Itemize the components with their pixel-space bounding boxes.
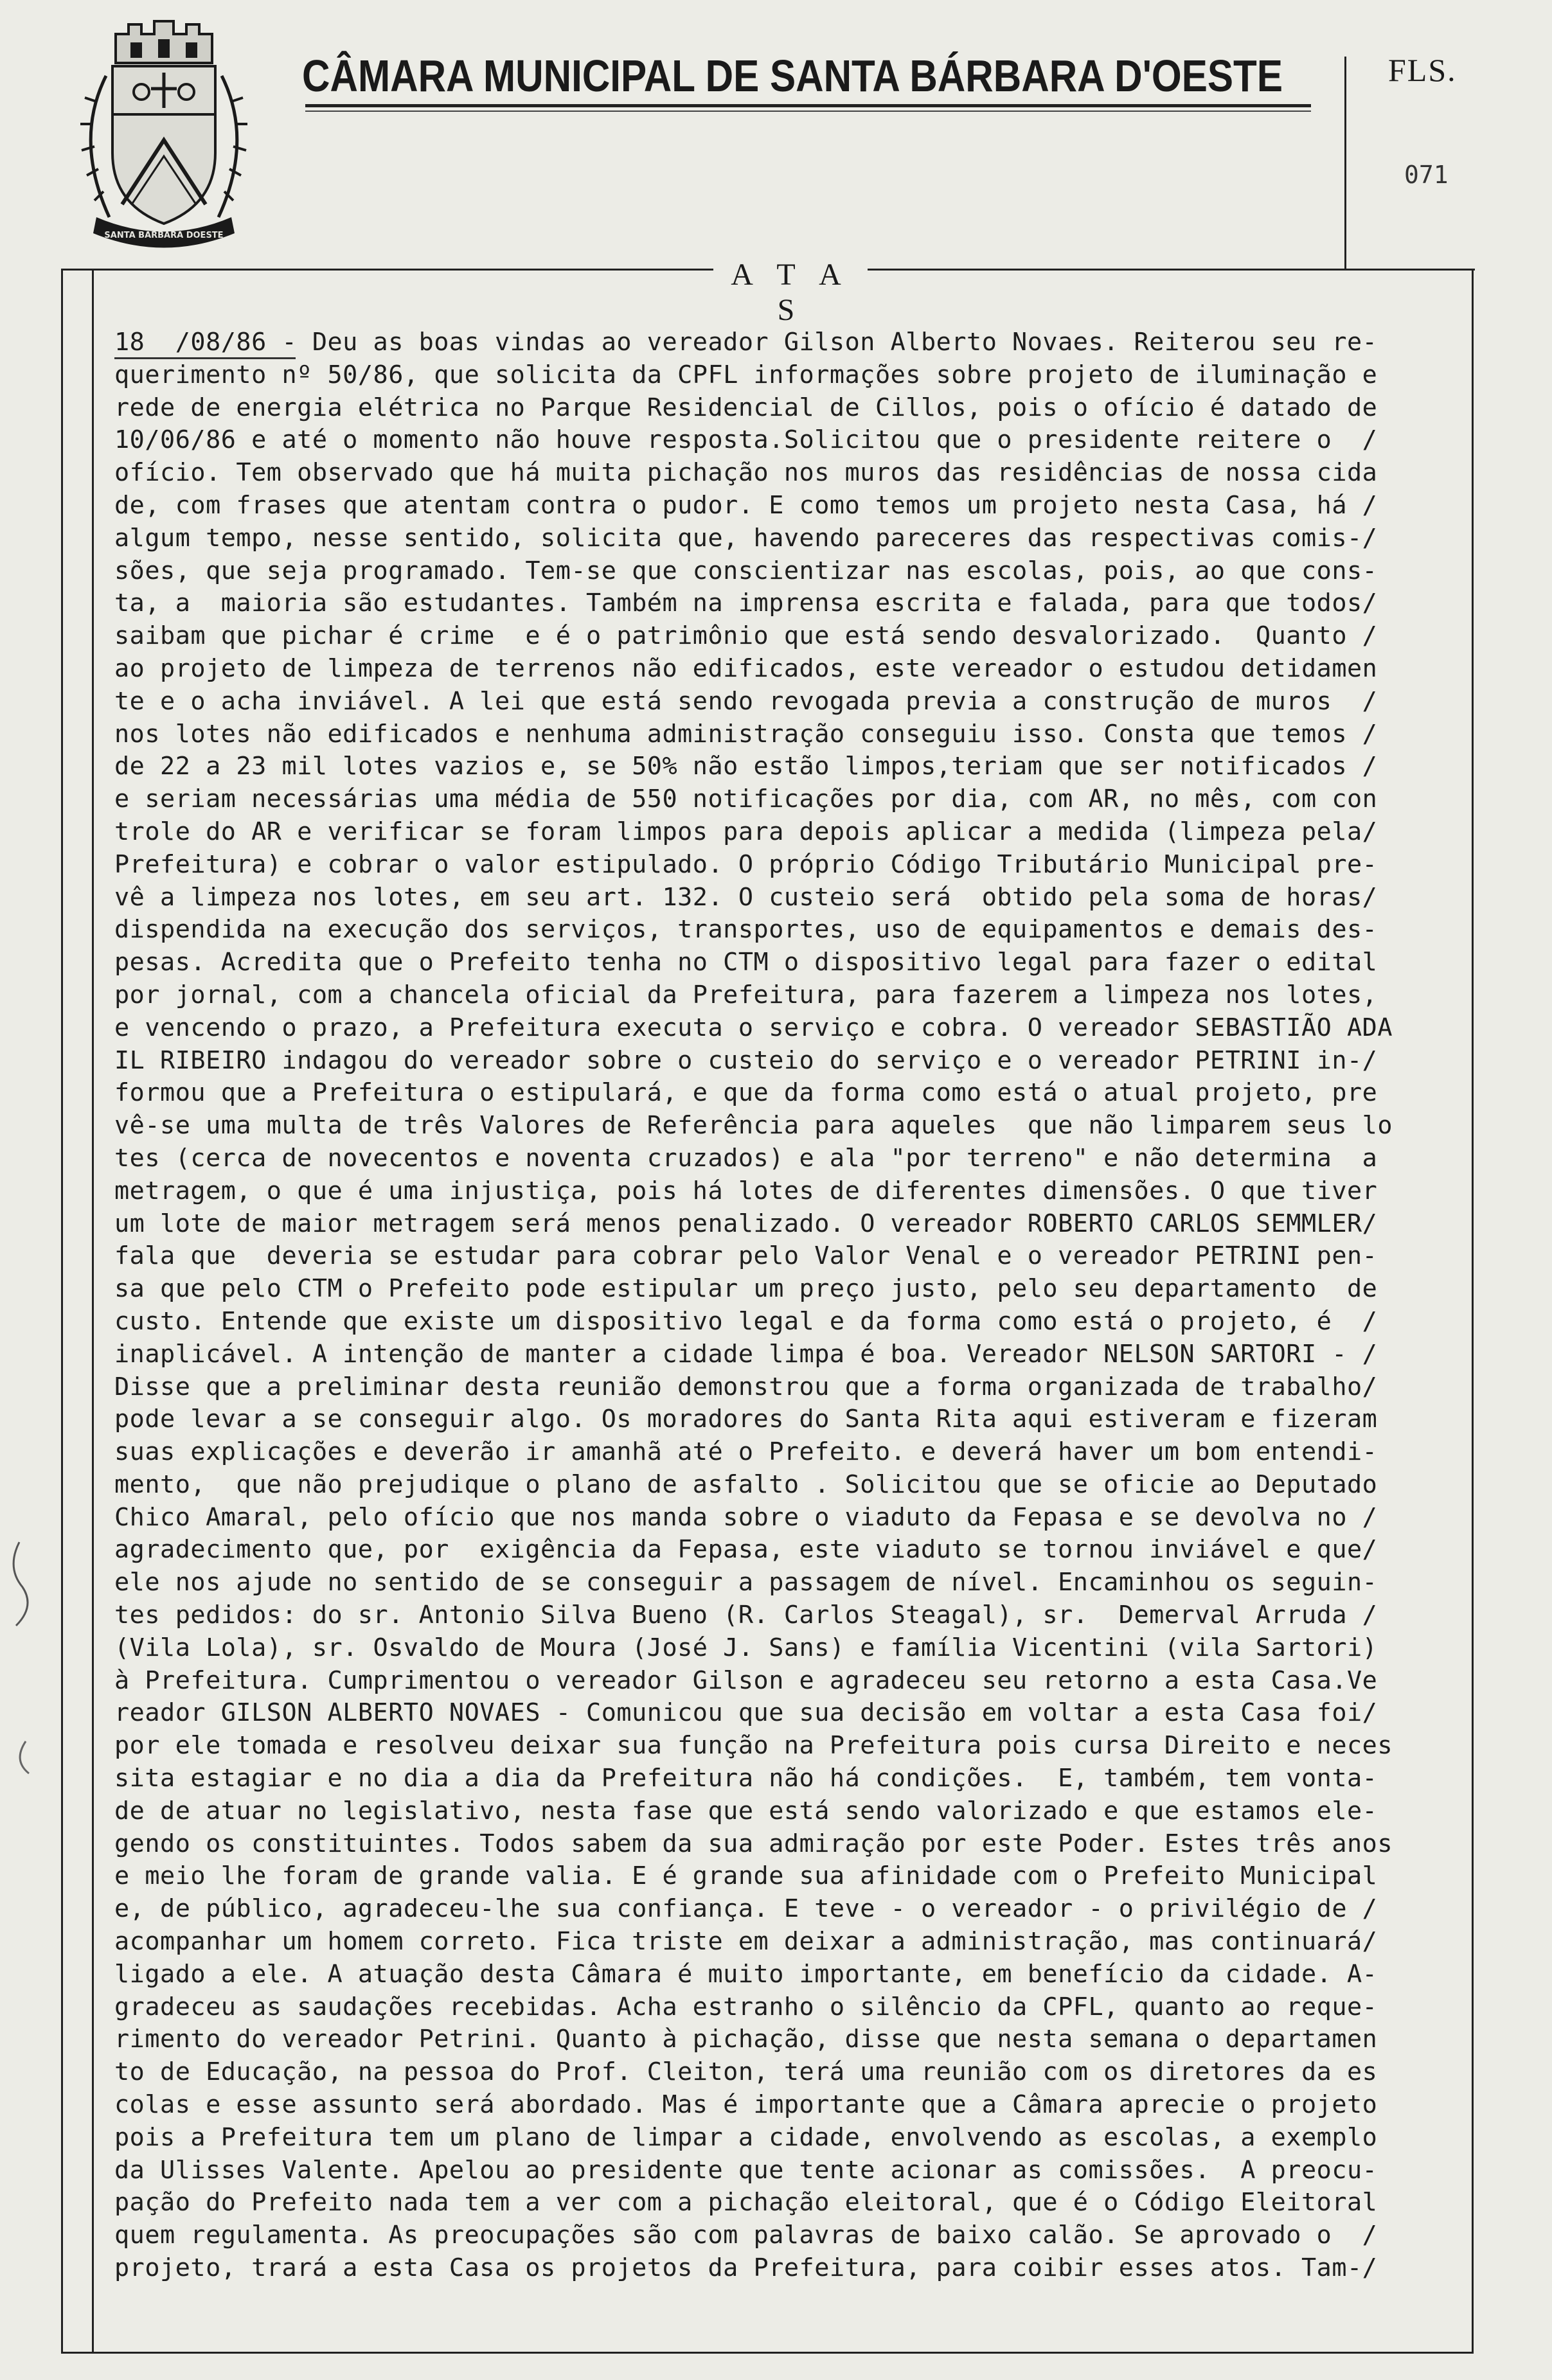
minutes-text-line: rimento do vereador Petrini. Quanto à pichação, disse que nesta semana o departamen xyxy=(114,2025,1378,2054)
minutes-text-line: projeto, trará a esta Casa os projetos da Prefeitura, para coibir esses atos. Tam-/ xyxy=(114,2253,1378,2283)
minutes-text-line: suas explicações e deverão ir amanhã até o Prefeito. e deverá haver um bom entendi- xyxy=(114,1437,1378,1467)
minutes-text-line: um lote de maior metragem será menos penalizado. O vereador ROBERTO CARLOS SEMMLER/ xyxy=(114,1209,1378,1238)
minutes-text-line: sões, que seja programado. Tem-se que conscientizar nas escolas, pois, ao que cons- xyxy=(114,556,1378,585)
title-rule-thin xyxy=(305,111,1311,112)
minutes-text-line: pação do Prefeito nada tem a ver com a pichação eleitoral, que é o Código Eleitoral xyxy=(114,2188,1378,2217)
minutes-text xyxy=(114,326,1470,2285)
minutes-text-line: reador GILSON ALBERTO NOVAES - Comunicou que sua decisão em voltar a esta Casa foi/ xyxy=(114,1698,1378,1728)
minutes-text-line: e meio lhe foram de grande valia. E é grande sua afinidade com o Prefeito Municipal xyxy=(114,1861,1378,1891)
minutes-text-line: quem regulamenta. As preocupações são com palavras de baixo calão. Se aprovado o / xyxy=(114,2221,1378,2250)
minutes-text-line: e vencendo o prazo, a Prefeitura executa o serviço e cobra. O vereador SEBASTIÃO ADA xyxy=(114,1013,1393,1042)
minutes-text-line: sa que pelo CTM o Prefeito pode estipular um preço justo, pelo seu departamento de xyxy=(114,1274,1378,1304)
minutes-text-line: to de Educação, na pessoa do Prof. Cleiton, terá uma reunião com os diretores da es xyxy=(114,2057,1378,2087)
minutes-text-line: rede de energia elétrica no Parque Residencial de Cillos, pois o ofício é datado de xyxy=(114,393,1378,422)
minutes-text-line: querimento nº 50/86, que solicita da CPFL informações sobre projeto de iluminação e xyxy=(114,360,1378,389)
institution-title: CÂMARA MUNICIPAL DE SANTA BÁRBARA D'OESTE xyxy=(302,51,1283,101)
minutes-text-line: vê a limpeza nos lotes, em seu art. 132. O custeio será obtido pela soma de horas/ xyxy=(114,882,1378,912)
fls-divider xyxy=(1344,57,1346,269)
minutes-text-line: pois a Prefeitura tem um plano de limpar a cidade, envolvendo as escolas, a exemplo xyxy=(114,2122,1378,2152)
minutes-text-line: ligado a ele. A atuação desta Câmara é muito importante, em benefício da cidade. A- xyxy=(114,1959,1378,1989)
minutes-text-line: metragem, o que é uma injustiça, pois há lotes de diferentes dimensões. O que tiver xyxy=(114,1176,1378,1205)
section-title: A T A S xyxy=(713,257,868,328)
section-rule-right xyxy=(874,269,1475,271)
minutes-text-line: dispendida na execução dos serviços, transportes, uso de equipamentos e demais des- xyxy=(114,915,1378,945)
minutes-text-line: (Vila Lola), sr. Osvaldo de Moura (José J. Sans) e família Vicentini (vila Sartori) xyxy=(114,1633,1378,1662)
minutes-text-line: vê-se uma multa de três Valores de Referência para aqueles que não limparem seus lo xyxy=(114,1111,1393,1141)
minutes-text-line: pode levar a se conseguir algo. Os moradores do Santa Rita aqui estiveram e fizeram xyxy=(114,1405,1378,1434)
minutes-text-line: 10/06/86 e até o momento não houve resposta.Solicitou que o presidente reitere o / xyxy=(114,425,1378,455)
minutes-text-line: ta, a maioria são estudantes. Também na imprensa escrita e falada, para que todos/ xyxy=(114,589,1378,618)
minutes-text-line: ele nos ajude no sentido de se conseguir a passagem de nível. Encaminhou os seguin- xyxy=(114,1568,1378,1597)
minutes-text-line: trole do AR e verificar se foram limpos para depois aplicar a medida (limpeza pela/ xyxy=(114,817,1378,846)
minutes-text-line: saibam que pichar é crime e é o patrimônio que está sendo desvalorizado. Quanto / xyxy=(114,621,1378,651)
minutes-text-line: formou que a Prefeitura o estipulará, e que da forma como está o atual projeto, pre xyxy=(114,1078,1378,1108)
minutes-text-line: da Ulisses Valente. Apelou ao presidente que tente acionar as comissões. A preocu- xyxy=(114,2155,1378,2185)
page-number: 071 xyxy=(1404,161,1449,189)
minutes-text-line: algum tempo, nesse sentido, solicita que, havendo pareceres das respectivas comis-/ xyxy=(114,523,1378,553)
minutes-text-line: custo. Entende que existe um dispositivo legal e da forma como está o projeto, é / xyxy=(114,1306,1378,1336)
minutes-text-line: colas e esse assunto será abordado. Mas é importante que a Câmara aprecie o projeto xyxy=(114,2090,1378,2120)
minutes-text-line: tes (cerca de novecentos e noventa cruzados) e ala "por terreno" e não determina a xyxy=(114,1143,1378,1173)
minutes-text-line: pesas. Acredita que o Prefeito tenha no CTM o dispositivo legal para fazer o edital xyxy=(114,948,1378,977)
margin-scribble-icon xyxy=(0,1529,45,1799)
minutes-text-line: de, com frases que atentam contra o pudor. E como temos um projeto nesta Casa, há / xyxy=(114,490,1378,520)
minutes-text-line: Chico Amaral, pelo ofício que nos manda sobre o viaduto da Fepasa e se devolva no / xyxy=(114,1502,1378,1532)
minutes-text-line: de 22 a 23 mil lotes vazios e, se 50% não estão limpos,teriam que ser notificados / xyxy=(114,752,1378,781)
minutes-text-line: gradeceu as saudações recebidas. Acha estranho o silêncio da CPFL, quanto ao reque- xyxy=(114,1992,1378,2021)
minutes-text-line: acompanhar um homem correto. Fica triste em deixar a administração, mas continuará/ xyxy=(114,1927,1378,1957)
minutes-text-line: agradecimento que, por exigência da Fepasa, este viaduto se tornou inviável e que/ xyxy=(114,1535,1378,1565)
municipal-crest-icon xyxy=(61,12,267,249)
minutes-text-line: ao projeto de limpeza de terrenos não edificados, este vereador o estudou detidamen xyxy=(114,653,1378,683)
minutes-text-line: ofício. Tem observado que há muita pichação nos muros das residências de nossa cida xyxy=(114,458,1378,488)
minutes-text-line: fala que deveria se estudar para cobrar pelo Valor Venal e o vereador PETRINI pen- xyxy=(114,1241,1378,1271)
crest-motto: SANTA BARBARA DOESTE xyxy=(104,231,224,240)
minutes-text-line: e seriam necessárias uma média de 550 notificações por dia, com AR, no mês, com con xyxy=(114,785,1378,814)
minutes-text-line: te e o acha inviável. A lei que está sendo revogada previa a construção de muros / xyxy=(114,686,1378,716)
minutes-text-line: Prefeitura) e cobrar o valor estipulado. O próprio Código Tributário Municipal pre- xyxy=(114,849,1378,879)
title-rule xyxy=(305,104,1311,107)
frame-inner-margin-line xyxy=(92,269,94,2354)
minutes-text-line: e, de público, agradeceu-lhe sua confiança. E teve - o vereador - o privilégio de / xyxy=(114,1894,1378,1924)
minutes-text-line: mento, que não prejudique o plano de asfalto . Solicitou que se oficie ao Deputado xyxy=(114,1470,1378,1499)
minutes-text-line: de de atuar no legislativo, nesta fase que está sendo valorizado e que estamos ele- xyxy=(114,1796,1378,1825)
minutes-text-line: por jornal, com a chancela oficial da Prefeitura, para fazerem a limpeza nos lotes, xyxy=(114,980,1378,1009)
minutes-text-line: IL RIBEIRO indagou do vereador sobre o custeio do serviço e o vereador PETRINI in-/ xyxy=(114,1045,1378,1075)
fls-label: FLS. xyxy=(1388,52,1457,88)
minutes-text-line: 18 /08/86 - Deu as boas vindas ao vereador Gilson Alberto Novaes. Reiterou seu re- xyxy=(114,328,1378,357)
minutes-text-line: por ele tomada e resolveu deixar sua função na Prefeitura pois cursa Direito e neces xyxy=(114,1731,1393,1761)
minutes-text-line: Disse que a preliminar desta reunião demonstrou que a forma organizada de trabalho/ xyxy=(114,1372,1378,1401)
minutes-text-line: gendo os constituintes. Todos sabem da sua admiração por este Poder. Estes três anos xyxy=(114,1829,1393,1858)
minutes-text-line: nos lotes não edificados e nenhuma administração conseguiu isso. Consta que temos / xyxy=(114,719,1378,749)
minutes-text-line: sita estagiar e no dia a dia da Prefeitura não há condições. E, também, tem vonta- xyxy=(114,1764,1378,1793)
minutes-text-line: tes pedidos: do sr. Antonio Silva Bueno (R. Carlos Steagal), sr. Demerval Arruda / xyxy=(114,1601,1378,1630)
minutes-text-line: inaplicável. A intenção de manter a cidade limpa é boa. Vereador NELSON SARTORI - / xyxy=(114,1339,1378,1369)
section-rule-left xyxy=(193,269,707,271)
minutes-text-line: à Prefeitura. Cumprimentou o vereador Gilson e agradeceu seu retorno a esta Casa.Ve xyxy=(114,1665,1378,1695)
